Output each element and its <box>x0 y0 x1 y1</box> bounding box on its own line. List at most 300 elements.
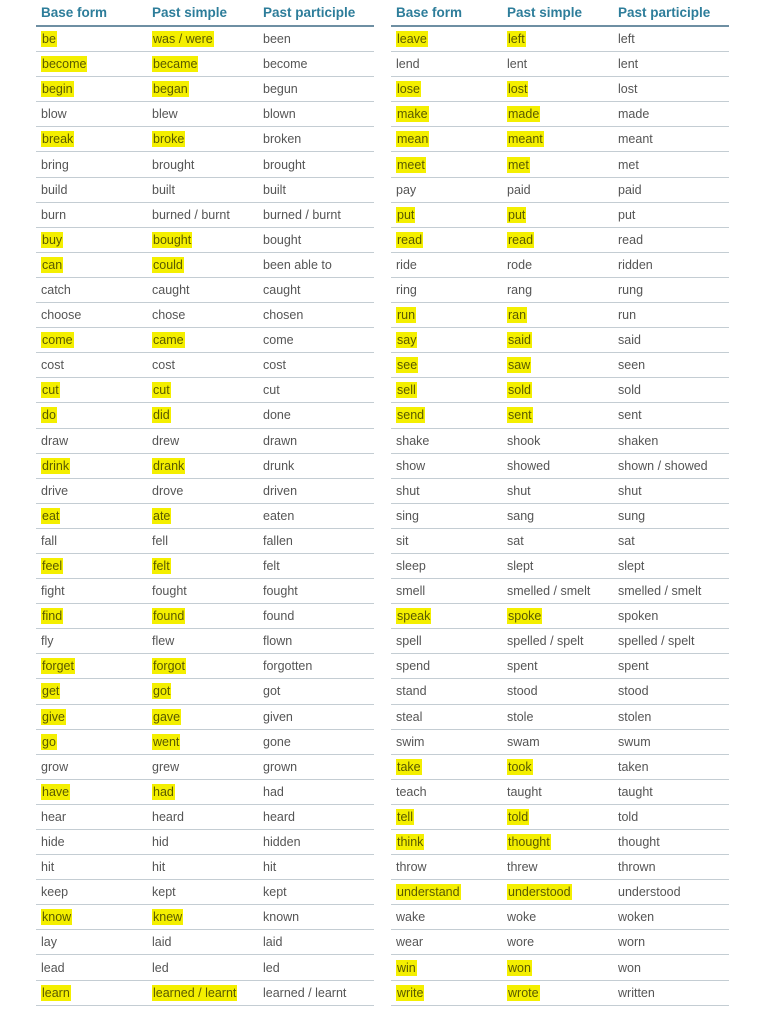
past-simple-cell <box>502 804 613 829</box>
past-participle-cell <box>258 905 374 930</box>
header-row <box>391 0 729 26</box>
verb-text: spoken <box>618 609 659 624</box>
past-simple-cell <box>147 428 258 453</box>
past-simple-cell <box>147 177 258 202</box>
verb-text: took <box>508 759 532 774</box>
verb-text: cost <box>263 358 286 373</box>
past-simple-cell <box>502 830 613 855</box>
verb-table-right <box>391 0 729 1006</box>
verb-text: pay <box>396 182 417 197</box>
verb-text: run <box>397 308 416 323</box>
verb-text: slept <box>507 559 534 574</box>
verb-row <box>36 453 374 478</box>
past-participle-cell <box>258 855 374 880</box>
past-participle-cell <box>613 553 729 578</box>
verb-row <box>36 729 374 754</box>
base-form-cell <box>36 503 147 528</box>
base-form-cell <box>391 955 502 980</box>
verb-text: send <box>397 408 425 423</box>
verb-rows-left <box>36 26 374 1005</box>
verb-text: been able to <box>263 257 332 272</box>
past-participle-cell <box>613 654 729 679</box>
verb-text: shut <box>618 483 642 498</box>
verb-row <box>391 654 729 679</box>
verb-row <box>391 729 729 754</box>
base-form-cell <box>391 478 502 503</box>
verb-text: blew <box>152 107 178 122</box>
verb-text: rang <box>507 282 533 297</box>
base-form-cell <box>36 704 147 729</box>
past-simple-cell <box>147 127 258 152</box>
base-form-cell <box>391 26 502 52</box>
past-participle-cell <box>258 77 374 102</box>
verb-text: speak <box>397 609 431 624</box>
verb-text: throw <box>396 860 427 875</box>
verb-text: worn <box>618 935 646 950</box>
verb-text: hear <box>41 809 67 824</box>
verb-text: made <box>618 107 650 122</box>
verb-text: shut <box>507 483 531 498</box>
verb-row <box>391 754 729 779</box>
verb-text: learned / learnt <box>263 985 347 1000</box>
verb-row <box>36 478 374 503</box>
verb-text: heard <box>152 809 184 824</box>
verb-text: kept <box>152 885 176 900</box>
base-form-cell <box>36 252 147 277</box>
base-form-cell <box>36 579 147 604</box>
past-simple-cell <box>147 303 258 328</box>
past-participle-cell <box>613 804 729 829</box>
base-form-cell <box>36 855 147 880</box>
past-simple-cell <box>502 604 613 629</box>
verb-row <box>36 528 374 553</box>
verb-text: thought <box>618 835 660 850</box>
past-participle-cell <box>613 428 729 453</box>
past-participle-cell <box>258 830 374 855</box>
past-simple-cell <box>147 403 258 428</box>
base-form-cell <box>36 227 147 252</box>
verb-rows-right <box>391 26 729 1005</box>
verb-text: won <box>508 960 531 975</box>
past-simple-cell <box>502 955 613 980</box>
past-simple-cell <box>502 930 613 955</box>
verb-text: left <box>508 32 525 47</box>
verb-text: built <box>263 182 286 197</box>
past-simple-cell <box>147 478 258 503</box>
base-form-cell <box>36 102 147 127</box>
verb-text: fallen <box>263 533 293 548</box>
base-form-cell <box>391 252 502 277</box>
verb-text: leave <box>397 32 427 47</box>
past-participle-cell <box>613 629 729 654</box>
verb-text: read <box>618 232 644 247</box>
verb-row <box>36 679 374 704</box>
verb-row <box>36 629 374 654</box>
verb-text: was / were <box>153 32 213 47</box>
verb-row <box>36 227 374 252</box>
past-participle-cell <box>258 729 374 754</box>
past-participle-cell <box>258 303 374 328</box>
past-simple-cell <box>147 579 258 604</box>
base-form-cell <box>391 604 502 629</box>
past-simple-cell <box>147 629 258 654</box>
past-participle-cell <box>613 704 729 729</box>
verb-text: teach <box>396 784 427 799</box>
verb-row <box>391 830 729 855</box>
verb-row <box>36 303 374 328</box>
verb-text: slept <box>618 559 645 574</box>
verb-text: lost <box>618 82 638 97</box>
verb-text: spend <box>396 659 431 674</box>
past-participle-cell <box>258 403 374 428</box>
past-participle-cell <box>258 52 374 77</box>
verb-text: hide <box>41 835 65 850</box>
past-participle-cell <box>613 503 729 528</box>
verb-row <box>36 830 374 855</box>
past-participle-cell <box>613 679 729 704</box>
past-participle-cell <box>613 579 729 604</box>
verb-text: burned / burnt <box>263 207 341 222</box>
verb-text: learned / learnt <box>153 985 237 1000</box>
verb-text: sing <box>396 508 419 523</box>
past-participle-cell <box>258 679 374 704</box>
base-form-cell <box>36 830 147 855</box>
verb-text: sleep <box>396 559 426 574</box>
past-simple-cell <box>147 654 258 679</box>
past-participle-cell <box>613 729 729 754</box>
past-participle-cell <box>258 980 374 1005</box>
base-form-cell <box>391 127 502 152</box>
verb-text: grow <box>41 759 69 774</box>
base-form-cell <box>36 654 147 679</box>
header-row <box>36 0 374 26</box>
verb-row <box>391 704 729 729</box>
past-simple-cell <box>502 880 613 905</box>
verb-text: spell <box>396 634 422 649</box>
past-participle-cell <box>613 26 729 52</box>
verb-text: spelled / spelt <box>618 634 695 649</box>
verb-row <box>391 52 729 77</box>
base-form-cell <box>391 428 502 453</box>
base-form-cell <box>391 177 502 202</box>
past-participle-cell <box>613 303 729 328</box>
verb-row <box>391 252 729 277</box>
verb-text: meant <box>508 132 543 147</box>
past-participle-cell <box>613 227 729 252</box>
verb-text: hit <box>41 860 55 875</box>
base-form-cell <box>36 202 147 227</box>
verb-text: led <box>152 960 169 975</box>
past-simple-cell <box>147 955 258 980</box>
base-form-cell <box>36 52 147 77</box>
base-form-cell <box>36 629 147 654</box>
past-simple-cell <box>147 252 258 277</box>
past-simple-cell <box>147 679 258 704</box>
base-form-cell <box>391 52 502 77</box>
verb-text: sang <box>507 508 535 523</box>
verb-text: build <box>41 182 68 197</box>
header-past-participle: Past participle <box>613 0 729 26</box>
verb-row <box>36 905 374 930</box>
base-form-cell <box>391 754 502 779</box>
verb-text: showed <box>507 458 551 473</box>
verb-text: hit <box>152 860 166 875</box>
verb-text: taught <box>618 784 653 799</box>
verb-text: kept <box>263 885 287 900</box>
verb-row <box>391 930 729 955</box>
past-simple-cell <box>502 905 613 930</box>
verb-row <box>36 403 374 428</box>
verb-row <box>36 152 374 177</box>
verb-text: blown <box>263 107 296 122</box>
past-simple-cell <box>502 227 613 252</box>
verb-text: stood <box>618 684 649 699</box>
verb-text: flew <box>152 634 175 649</box>
base-form-cell <box>36 880 147 905</box>
verb-row <box>36 52 374 77</box>
past-participle-cell <box>613 980 729 1005</box>
past-simple-cell <box>147 453 258 478</box>
past-participle-cell <box>613 177 729 202</box>
past-simple-cell <box>147 202 258 227</box>
verb-text: said <box>508 333 531 348</box>
verb-text: feel <box>42 559 63 574</box>
verb-row <box>36 855 374 880</box>
verb-text: make <box>397 107 428 122</box>
header-base-form: Base form <box>36 0 147 26</box>
past-simple-cell <box>147 980 258 1005</box>
verb-text: understood <box>618 885 681 900</box>
past-simple-cell <box>502 779 613 804</box>
verb-text: sit <box>396 533 409 548</box>
verb-text: met <box>508 157 529 172</box>
base-form-cell <box>36 804 147 829</box>
base-form-cell <box>391 855 502 880</box>
past-simple-cell <box>147 880 258 905</box>
base-form-cell <box>36 303 147 328</box>
verb-text: sent <box>618 408 642 423</box>
past-participle-cell <box>258 930 374 955</box>
past-participle-cell <box>613 955 729 980</box>
verb-text: keep <box>41 885 69 900</box>
verb-text: steal <box>396 709 423 724</box>
verb-row <box>391 955 729 980</box>
verb-text: spelled / spelt <box>507 634 584 649</box>
verb-text: said <box>618 333 641 348</box>
verb-text: sat <box>507 533 524 548</box>
verb-text: spoke <box>508 609 542 624</box>
verb-text: put <box>618 207 636 222</box>
past-simple-cell <box>147 353 258 378</box>
verb-text: cut <box>153 383 170 398</box>
verb-text: shown / showed <box>618 458 708 473</box>
past-simple-cell <box>147 729 258 754</box>
base-form-cell <box>36 779 147 804</box>
verb-text: drank <box>153 458 185 473</box>
verb-text: choose <box>41 308 82 323</box>
base-form-cell <box>391 353 502 378</box>
verb-text: heard <box>263 809 295 824</box>
verb-text: win <box>397 960 416 975</box>
past-participle-cell <box>613 52 729 77</box>
verb-text: paid <box>618 182 642 197</box>
verb-text: stole <box>507 709 534 724</box>
verb-text: thrown <box>618 860 656 875</box>
verb-row <box>36 579 374 604</box>
past-simple-cell <box>147 754 258 779</box>
base-form-cell <box>36 26 147 52</box>
verb-text: seen <box>618 358 646 373</box>
verb-row <box>36 553 374 578</box>
base-form-cell <box>36 930 147 955</box>
base-form-cell <box>391 704 502 729</box>
base-form-cell <box>391 277 502 302</box>
verb-text: come <box>263 333 294 348</box>
past-participle-cell <box>258 428 374 453</box>
verb-row <box>391 428 729 453</box>
verb-text: think <box>397 835 424 850</box>
verb-text: paid <box>507 182 531 197</box>
verb-text: wrote <box>508 985 539 1000</box>
verb-text: smelled / smelt <box>507 584 591 599</box>
verb-text: fell <box>152 533 168 548</box>
verb-text: ran <box>508 308 527 323</box>
verb-row <box>36 503 374 528</box>
verb-text: spent <box>618 659 649 674</box>
base-form-cell <box>391 579 502 604</box>
verb-row <box>391 378 729 403</box>
verb-row <box>391 127 729 152</box>
past-participle-cell <box>258 503 374 528</box>
verb-text: found <box>153 609 185 624</box>
base-form-cell <box>391 453 502 478</box>
past-participle-cell <box>258 880 374 905</box>
base-form-cell <box>391 729 502 754</box>
past-simple-cell <box>147 779 258 804</box>
header-base-form: Base form <box>391 0 502 26</box>
past-participle-cell <box>613 152 729 177</box>
verb-text: caught <box>152 282 190 297</box>
verb-text: fall <box>41 533 57 548</box>
verb-text: smell <box>396 584 426 599</box>
verb-text: wear <box>396 935 424 950</box>
base-form-cell <box>391 779 502 804</box>
verb-text: came <box>153 333 184 348</box>
verb-text: meant <box>618 132 653 147</box>
past-participle-cell <box>613 403 729 428</box>
base-form-cell <box>36 453 147 478</box>
past-participle-cell <box>258 353 374 378</box>
base-form-cell <box>391 102 502 127</box>
base-form-cell <box>36 478 147 503</box>
past-participle-cell <box>613 779 729 804</box>
verb-text: cost <box>41 358 64 373</box>
verb-text: shut <box>396 483 420 498</box>
verb-row <box>391 579 729 604</box>
verb-row <box>391 77 729 102</box>
verb-text: led <box>263 960 280 975</box>
verb-row <box>36 654 374 679</box>
verb-text: went <box>153 734 180 749</box>
verb-text: gave <box>153 709 181 724</box>
base-form-cell <box>36 428 147 453</box>
verb-text: lose <box>397 82 420 97</box>
verb-text: laid <box>152 935 172 950</box>
base-form-cell <box>391 629 502 654</box>
past-simple-cell <box>147 26 258 52</box>
verb-text: become <box>263 57 308 72</box>
verb-text: understand <box>397 885 460 900</box>
verb-row <box>391 905 729 930</box>
verb-row <box>36 955 374 980</box>
verb-text: shaken <box>618 433 659 448</box>
base-form-cell <box>36 328 147 353</box>
verb-text: smelled / smelt <box>618 584 702 599</box>
verb-text: hid <box>152 835 169 850</box>
verb-text: taught <box>507 784 542 799</box>
verb-text: forgotten <box>263 659 313 674</box>
base-form-cell <box>391 152 502 177</box>
verb-row <box>391 779 729 804</box>
verb-text: met <box>618 157 639 172</box>
verb-text: wore <box>507 935 535 950</box>
base-form-cell <box>36 403 147 428</box>
past-simple-cell <box>147 277 258 302</box>
past-simple-cell <box>502 528 613 553</box>
base-form-cell <box>36 528 147 553</box>
verb-text: begin <box>42 82 73 97</box>
verb-text: lend <box>396 57 420 72</box>
past-simple-cell <box>502 52 613 77</box>
verb-text: catch <box>41 282 71 297</box>
past-simple-cell <box>502 378 613 403</box>
verb-text: swum <box>618 734 651 749</box>
verb-text: ring <box>396 282 417 297</box>
verb-text: say <box>397 333 417 348</box>
past-participle-cell <box>613 453 729 478</box>
past-participle-cell <box>258 152 374 177</box>
past-simple-cell <box>147 804 258 829</box>
verb-row <box>36 604 374 629</box>
verb-text: began <box>153 82 188 97</box>
past-simple-cell <box>502 26 613 52</box>
verb-row <box>391 478 729 503</box>
verb-text: drove <box>152 483 184 498</box>
verb-text: know <box>42 910 72 925</box>
verb-text: forgot <box>153 659 185 674</box>
verb-row <box>36 704 374 729</box>
past-participle-cell <box>258 26 374 52</box>
verb-row <box>391 804 729 829</box>
verb-row <box>36 804 374 829</box>
verb-table-left <box>36 0 374 1006</box>
verb-text: done <box>263 408 291 423</box>
past-participle-cell <box>258 804 374 829</box>
verb-text: break <box>42 132 74 147</box>
past-simple-cell <box>147 604 258 629</box>
base-form-cell <box>391 227 502 252</box>
verb-text: ate <box>153 508 171 523</box>
verb-text: fight <box>41 584 65 599</box>
base-form-cell <box>391 830 502 855</box>
verb-text: buy <box>42 232 63 247</box>
past-participle-cell <box>613 252 729 277</box>
base-form-cell <box>36 679 147 704</box>
verb-text: be <box>42 32 56 47</box>
past-participle-cell <box>613 202 729 227</box>
verb-text: drawn <box>263 433 298 448</box>
verb-text: fought <box>263 584 298 599</box>
